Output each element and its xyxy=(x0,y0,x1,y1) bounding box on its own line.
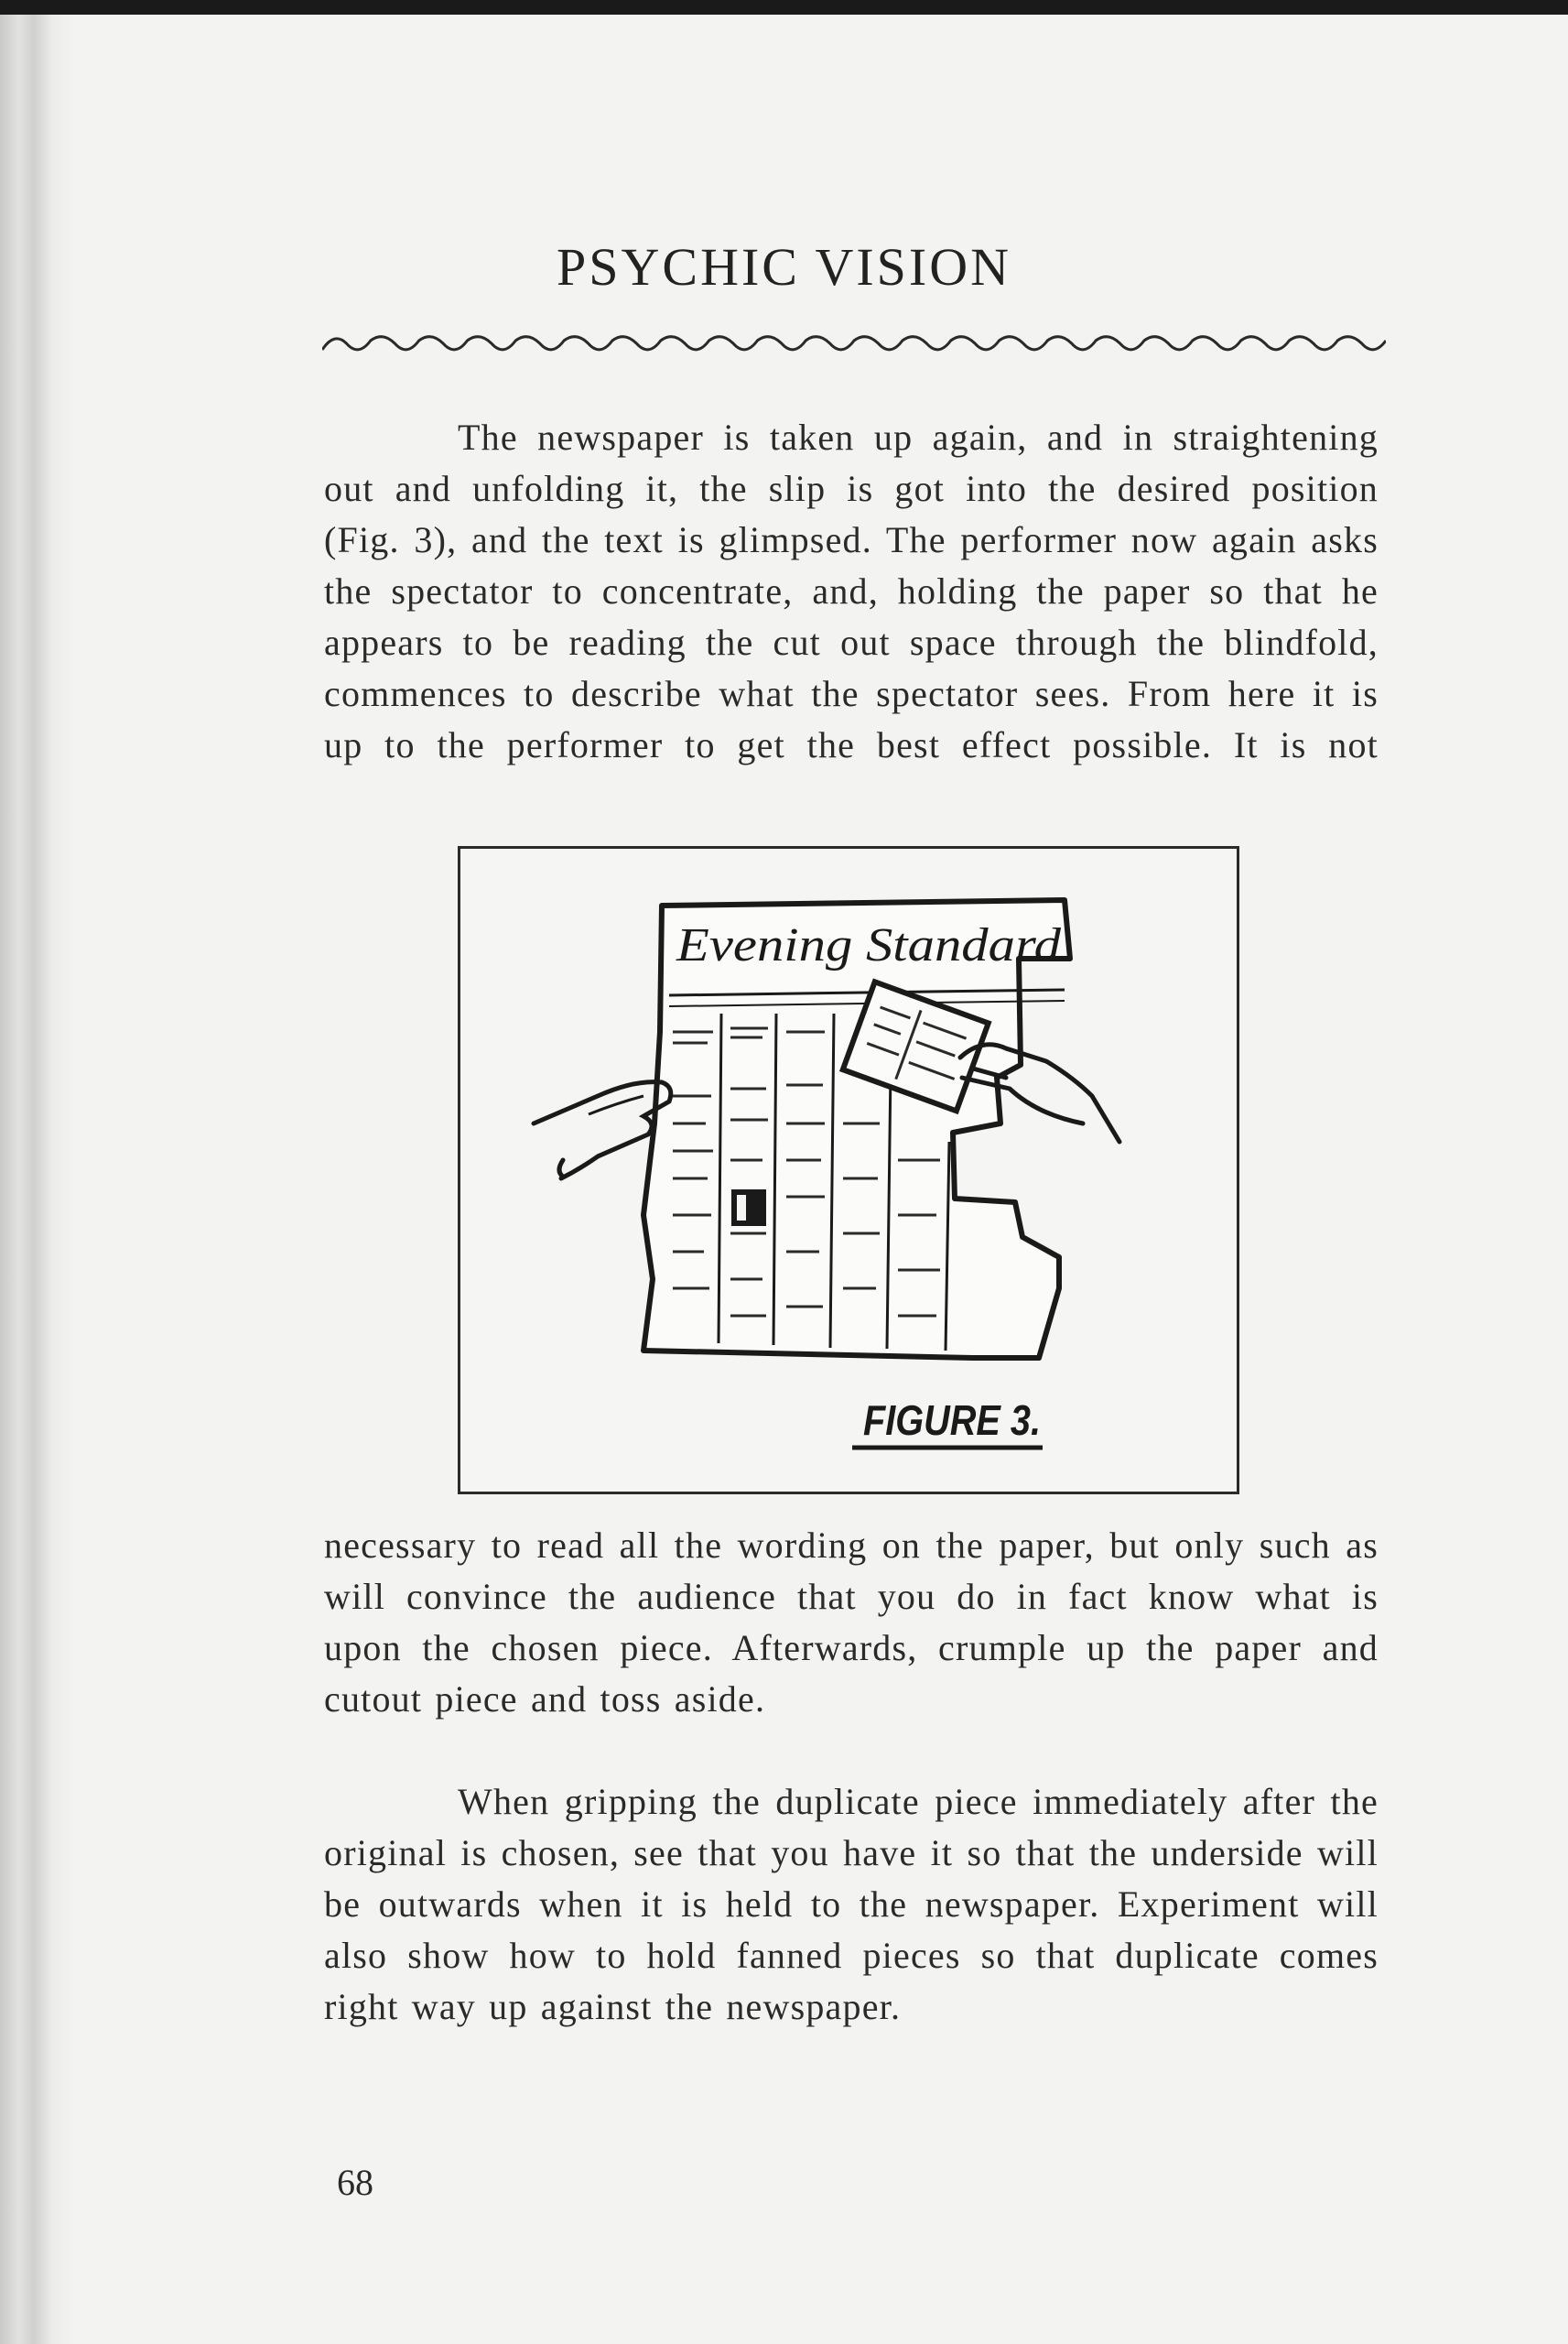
paragraph-3: When gripping the duplicate piece immediately after the original is chosen, see that you have it so that the underside will be outwards when it is held to the newspaper. Experiment will also show how to hold fanned pieces so that duplicate comes right way up against the newspaper. xyxy=(324,1781,1379,2027)
paragraph-1: The newspaper is taken up again, and in straightening out and unfolding it, the slip is got into the desired position (Fig. 3), and the text is glimpsed. The performer now again asks the spectator to concentrate, and, holding the paper so that he appears to be reading the cut out space through the blindfold, commences to describe what the spectator sees. From here it is up to the performer to get the best effect possible. It is not xyxy=(324,417,1379,765)
page-number: 68 xyxy=(337,2162,373,2203)
masthead-title: Evening Standard xyxy=(675,919,1063,971)
wavy-rule xyxy=(322,326,1386,361)
figure-caption: FIGURE 3. xyxy=(863,1396,1041,1444)
page-title: PSYCHIC VISION xyxy=(557,237,1011,297)
figure-3 xyxy=(458,846,1239,1494)
book-spine-shadow xyxy=(0,15,75,2344)
photo-block xyxy=(731,1189,766,1226)
paragraph-2: necessary to read all the wording on the paper, but only such as will convince the audience that you do in fact know what is upon the chosen piece. Afterwards, crumple up the paper and cutout piece and toss aside. xyxy=(324,1525,1379,1720)
newspaper-illustration xyxy=(460,849,1237,1492)
page-top-edge xyxy=(0,0,1568,15)
